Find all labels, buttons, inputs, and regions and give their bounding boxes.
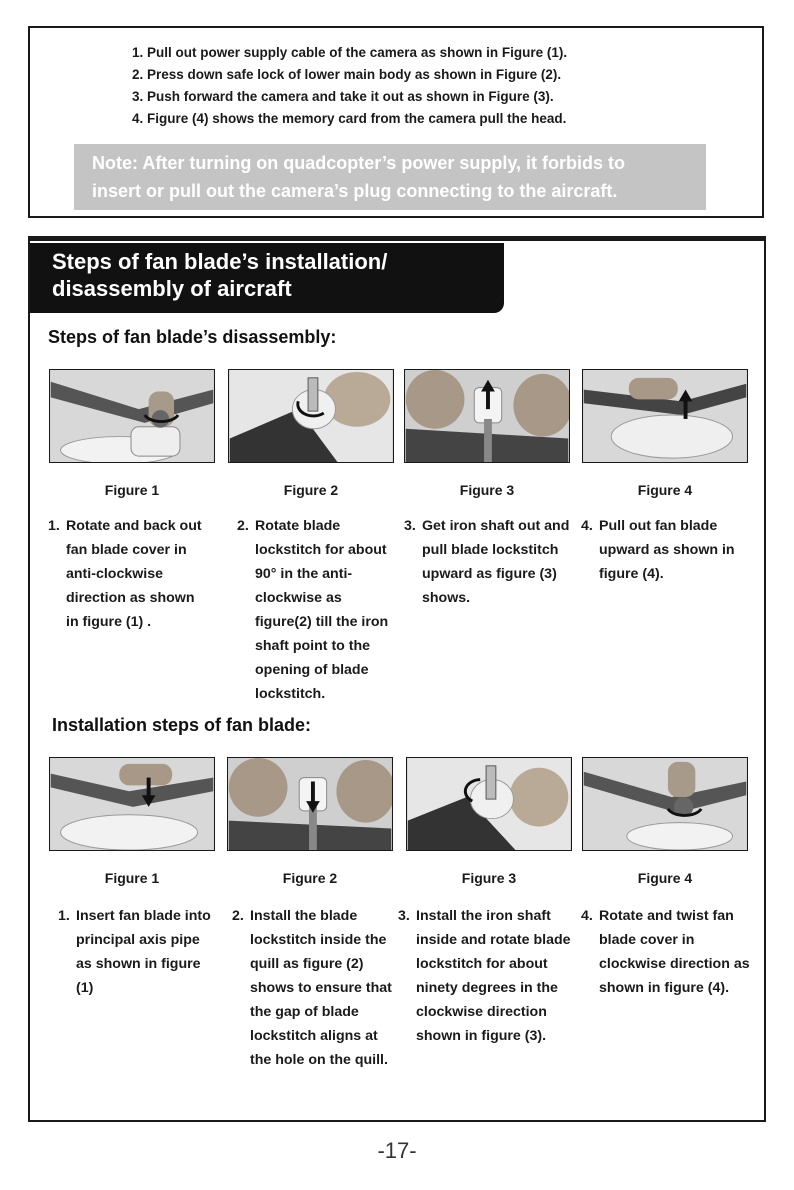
camera-step-4: 4. Figure (4) shows the memory card from the camera pull the head.: [132, 111, 567, 126]
camera-step-2: 2. Press down safe lock of lower main body as shown in Figure (2).: [132, 67, 562, 82]
installation-figure-1: [49, 757, 215, 851]
disassembly-step-3: [404, 514, 576, 610]
camera-step-3: 3. Push forward the camera and take it out as shown in Figure (3).: [132, 89, 554, 104]
fan-blade-section: [28, 236, 766, 1122]
installation-figure-2-image: [228, 758, 392, 850]
step-number: 1.: [58, 908, 70, 924]
disassembly-figure-3: [404, 369, 570, 463]
note-line-2: insert or pull out the camera’s plug connecting to the aircraft.: [92, 181, 618, 201]
step-number: 4.: [581, 908, 593, 924]
disassembly-figure-4: [582, 369, 748, 463]
note-line-1: Note: After turning on quadcopter’s power supply, it forbids to: [92, 153, 625, 173]
step-text: Rotate and back out fan blade cover in anti-clockwise direction as shown in figure (1) .: [66, 518, 202, 630]
installation-caption-2: Figure 2: [282, 870, 338, 886]
disassembly-caption-4: Figure 4: [637, 482, 693, 498]
step-number: 1.: [48, 518, 60, 534]
step-number: 3.: [404, 518, 416, 534]
installation-caption-3: Figure 3: [461, 870, 517, 886]
disassembly-caption-3: Figure 3: [459, 482, 515, 498]
banner-line-2: disassembly of aircraft: [52, 276, 292, 301]
installation-figure-3-image: [407, 758, 571, 850]
step-text: Rotate blade lockstitch for about 90° in the anti-clockwise as figure(2) till the iron shaft point to the opening of blade lockstitch.: [255, 518, 389, 702]
disassembly-figure-2-image: [229, 370, 393, 462]
camera-removal-steps: [132, 42, 567, 130]
installation-caption-1: Figure 1: [104, 870, 160, 886]
warning-note: [74, 144, 706, 210]
step-text: Install the blade lockstitch inside the quill as figure (2) shows to ensure that the gap of blade lockstitch aligns at the hole on the quill.: [250, 908, 392, 1068]
step-text: Rotate and twist fan blade cover in clockwise direction as shown in figure (4).: [599, 908, 750, 996]
step-text: Insert fan blade into principal axis pipe as shown in figure (1): [76, 908, 211, 996]
banner-line-1: Steps of fan blade’s installation/: [52, 249, 388, 274]
disassembly-figure-4-image: [583, 370, 747, 462]
installation-caption-4: Figure 4: [637, 870, 693, 886]
installation-figure-2: [227, 757, 393, 851]
disassembly-step-4: [581, 514, 741, 586]
installation-figure-4-image: [583, 758, 747, 850]
step-number: 4.: [581, 518, 593, 534]
installation-step-1: [58, 904, 218, 1000]
installation-figure-3: [406, 757, 572, 851]
disassembly-caption-1: Figure 1: [104, 482, 160, 498]
step-text: Install the iron shaft inside and rotate blade lockstitch for about ninety degrees in the clockwise direction shown in figure (3).: [416, 908, 571, 1044]
step-number: 3.: [398, 908, 410, 924]
installation-step-4: [581, 904, 757, 1000]
page-number: -17-: [377, 1138, 417, 1163]
step-text: Get iron shaft out and pull blade lockstitch upward as figure (3) shows.: [422, 518, 570, 606]
step-text: Pull out fan blade upward as shown in figure (4).: [599, 518, 735, 582]
step-number: 2.: [232, 908, 244, 924]
disassembly-figure-3-image: [405, 370, 569, 462]
installation-step-3: [398, 904, 576, 1048]
installation-heading: Installation steps of fan blade:: [52, 715, 312, 735]
disassembly-figure-2: [228, 369, 394, 463]
disassembly-caption-2: Figure 2: [283, 482, 339, 498]
installation-figure-4: [582, 757, 748, 851]
camera-removal-box: [28, 26, 764, 218]
disassembly-figure-1-image: [50, 370, 214, 462]
installation-figure-1-image: [50, 758, 214, 850]
disassembly-step-1: [48, 514, 206, 634]
section-banner: [30, 243, 504, 313]
disassembly-step-2: [237, 514, 397, 706]
step-number: 2.: [237, 518, 249, 534]
disassembly-heading: Steps of fan blade’s disassembly:: [48, 327, 337, 347]
installation-step-2: [232, 904, 394, 1072]
disassembly-figure-1: [49, 369, 215, 463]
camera-step-1: 1. Pull out power supply cable of the camera as shown in Figure (1).: [132, 45, 568, 60]
